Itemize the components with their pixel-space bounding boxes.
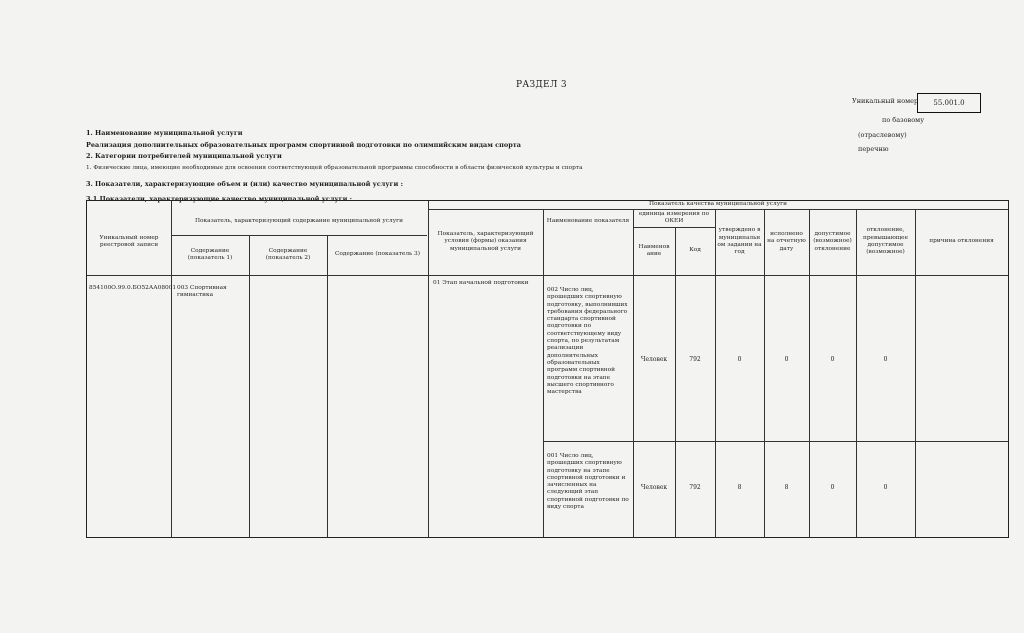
- row-2-unit-code: 792: [689, 484, 701, 491]
- header-exceed-deviation: отклонение, превышающее допустимое (возможное): [862, 227, 909, 256]
- header-unit-group: единица измерения по ОКЕИ: [638, 210, 710, 224]
- row-2-indicator: 001 Число лиц, прошедших спортивную подготовку на этапе спортивной подготовки и зачисленных на следующий этап спортивной подготовки по виду спорта: [547, 453, 629, 511]
- indicators-label: 3. Показатели, характеризующие объем и (или) качество муниципальной услуги :: [86, 180, 403, 188]
- header-content-3: Содержание (показатель 3): [334, 251, 420, 258]
- header-quality-group: Показатель качества муниципальной услуги: [648, 201, 788, 208]
- row-2-unit-name: Человек: [640, 484, 668, 491]
- row-1-unit-name: Человек: [640, 356, 668, 363]
- unique-number-box: [917, 93, 981, 113]
- row-1-indicator: 002 Число лиц, прошедших спортивную подготовку, выполнивших требования федерального стандарта спортивной подготовки по соответствующему виду спорта, по результатам реализации дополнительных образовательных программ спортивной подготовки на этапе высшего спортивного мастерства: [547, 287, 628, 396]
- header-approved: утверждено в муниципальн ом задании на год: [717, 227, 762, 256]
- header-registry: Уникальный номер реестровой записи: [99, 234, 159, 248]
- unique-number-label: Уникальный номер: [852, 97, 919, 105]
- consumers-value: 1. Физические лица, имеющие необходимые для освоения соответствующей образовательной программы способности в области физической культуры и спорта: [86, 165, 583, 171]
- header-indicator-name: Наименование показателя: [546, 218, 630, 225]
- header-content-2: Содержание (показатель 2): [265, 247, 311, 261]
- row-2-exceed: 0: [883, 484, 888, 491]
- row-1-approved: 0: [737, 356, 742, 363]
- header-unit-name: Наименов ание: [638, 243, 670, 257]
- header-content-1: Содержание (показатель 1): [187, 247, 233, 261]
- row-1-allowed: 0: [830, 356, 835, 363]
- unique-number-value: 55.001.0: [933, 99, 965, 107]
- list-label: перечню: [858, 145, 889, 153]
- header-unit-code: Код: [689, 247, 701, 254]
- header-content-group: Показатель, характеризующий содержание муниципальной услуги: [194, 218, 404, 225]
- basic-list-label: по базовому: [882, 116, 925, 124]
- quality-indicators-label: 3.1 Показатели, характеризующие качество муниципальной услуги :: [86, 195, 353, 203]
- header-reason: причина отклонения: [929, 238, 994, 245]
- row-2-allowed: 0: [830, 484, 835, 491]
- registry-number: 854100О.99.0.БО52АА08001: [89, 285, 177, 291]
- record-content-1: 003 Спортивная гимнастика: [177, 285, 227, 299]
- row-1-exceed: 0: [883, 356, 888, 363]
- row-2-approved: 8: [737, 484, 742, 491]
- row-2-executed: 8: [784, 484, 789, 491]
- header-executed: исполнено на отчетную дату: [767, 230, 806, 252]
- quality-table: [86, 200, 1009, 538]
- service-name-value: Реализация дополнительных образовательных программ спортивной подготовки по олимпийским видам спорта: [86, 141, 522, 149]
- section-title: РАЗДЕЛ 3: [516, 80, 567, 90]
- header-conditions: Показатель, характеризующий условия (формы) оказания муниципальной услуги: [437, 230, 534, 252]
- consumers-label: 2. Категории потребителей муниципальной услуги: [86, 152, 282, 160]
- sector-label: (отраслевому): [858, 131, 907, 139]
- service-name-label: 1. Наименование муниципальной услуги: [86, 129, 243, 137]
- record-conditions: 01 Этап начальной подготовки: [433, 280, 529, 286]
- header-allowed-deviation: допустимое (возможное) отклонение: [813, 230, 852, 252]
- row-1-executed: 0: [784, 356, 789, 363]
- row-1-unit-code: 792: [689, 356, 701, 363]
